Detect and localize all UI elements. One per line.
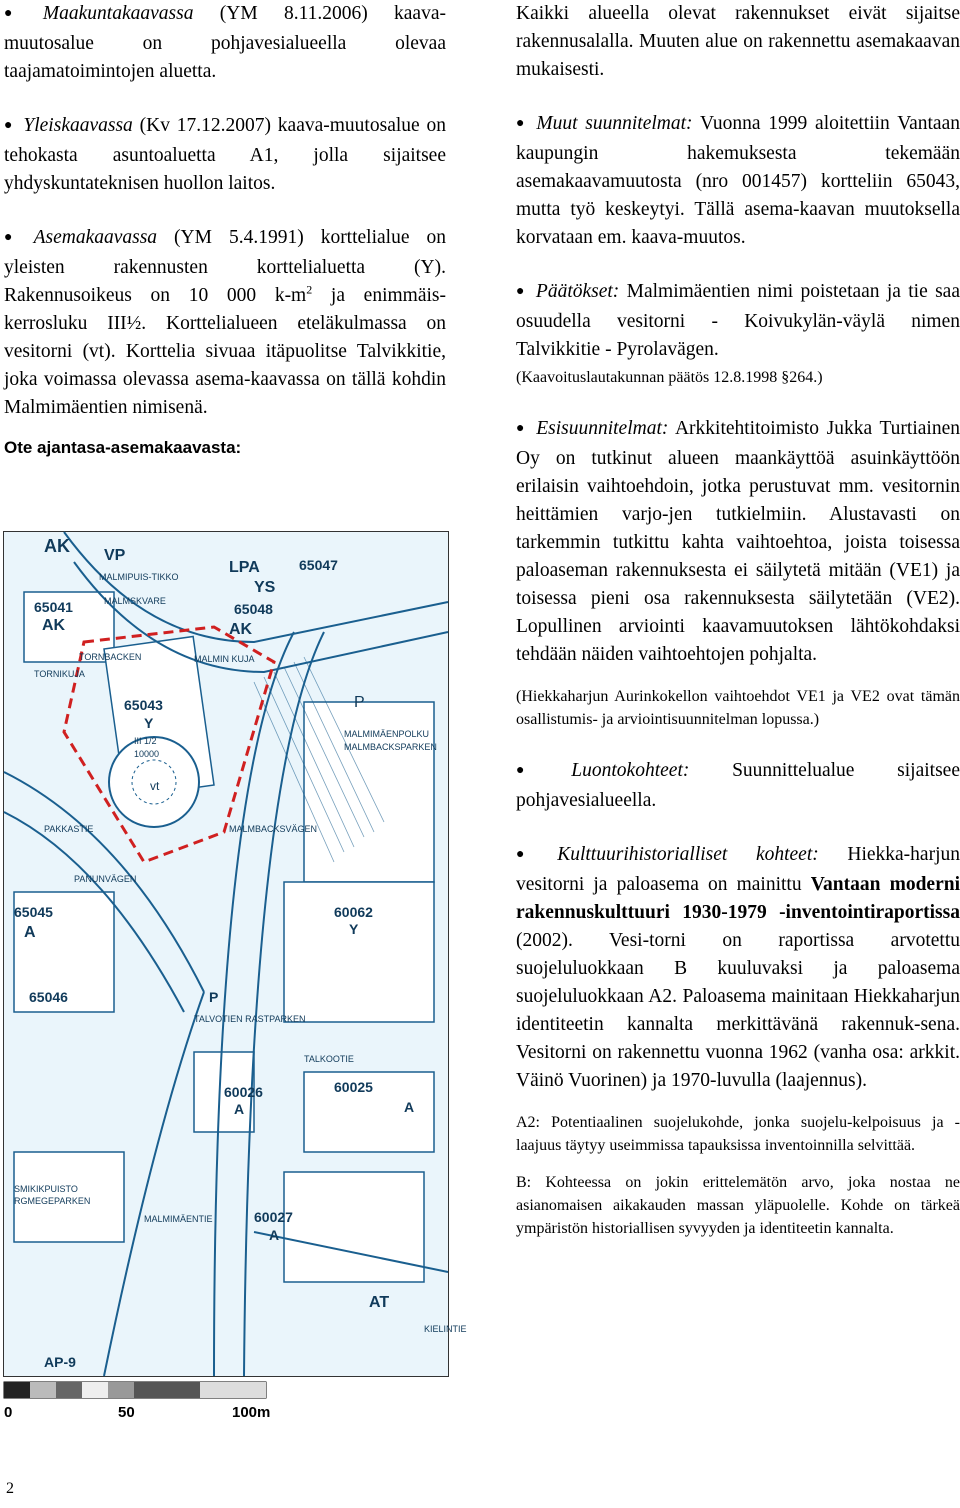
- preplans-text: Arkkitehtitoimisto Jukka Turtiainen Oy on tutkinut alueen maankäyttöä asuinkäyttöön erilaisin vaihtoehdoin, jotka perustuvat mm. vesitornin heittämien varjo-jen tutkielmiin. Alustavasti on tarkemmin tutkittu kahta vaihtoehtoa, joista toisessa paloaseman rakennuksesta ei säilytetä mitään (VE1) ja toisessa pieni osa rakennuksesta säilytetään (VE2). Lopullinen arviointi kaavamuutoksen lähtökohdaksi tehdään näiden vaihtoehtojen pohjalta.: [516, 418, 960, 665]
- map-label: vt: [150, 779, 160, 793]
- nature-text: Suunnittelualue sijaitsee pohjavesialueella.: [516, 760, 960, 811]
- map-label: TALKOOTIE: [304, 1054, 354, 1064]
- map-label: TORNIKUJA: [34, 669, 85, 679]
- map-label: 65043: [124, 697, 163, 713]
- map-label: P: [354, 694, 365, 711]
- nature-paragraph: [516, 757, 960, 815]
- map-label: SMIKIKPUISTO: [14, 1184, 78, 1194]
- detailed-plan-paragraph: [4, 224, 446, 422]
- other-plans-text: Vuonna 1999 aloitettiin Vantaan kaupungin hakemuksesta tekemään asemakaavamuutosta (nro 001457) kortteliin 65043, mutta työ keskeytyi. Tällä asema-kaavan muutoksella korvataan em. kaava-muutos.: [516, 113, 960, 248]
- preplans-note: (Hiekkaharjun Aurinkokellon vaihtoehdot VE1 ja VE2 ovat tämän osallistumis- ja arviointisuunnitelman lopussa.): [516, 688, 960, 728]
- map-label: AK: [44, 536, 70, 556]
- detailed-plan-text-a: (YM 5.4.1991) korttelialue on yleisten rakennusten korttelialuetta (Y). Rakennusoikeus on 10 000 k-m: [4, 227, 446, 306]
- map-label: 10000: [134, 749, 160, 759]
- map-label: TORNBACKEN: [79, 652, 142, 662]
- decisions-note: (Kaavoituslautakunnan päätös 12.8.1998 §264.): [516, 369, 823, 386]
- scale-label-0: 0: [4, 1404, 13, 1421]
- map-label: YS: [254, 579, 276, 596]
- decisions-label: Päätökset:: [535, 281, 620, 302]
- map-label: AK: [229, 621, 253, 638]
- map-label: 60062: [334, 904, 373, 920]
- map-label: RGMEGEPARKEN: [14, 1196, 91, 1206]
- left-column: [4, 0, 446, 458]
- map-label: 60025: [334, 1079, 373, 1095]
- map-label: A: [269, 1227, 280, 1243]
- map-label: MALMIPUIS-TIKKO: [99, 572, 179, 582]
- nature-label: Luontokohteet:: [571, 760, 690, 781]
- map-label: AP-9: [44, 1354, 76, 1370]
- heritage-report-title: Vantaan moderni rakennuskulttuuri 1930-1979 -inventointiraportissa: [516, 874, 960, 923]
- scale-bar: [4, 1382, 266, 1398]
- right-column: [516, 0, 960, 1240]
- heritage-label: Kulttuurihistorialliset kohteet:: [557, 844, 819, 865]
- map-label: 65041: [34, 599, 73, 615]
- preplans-label: Esisuunnitelmat:: [536, 418, 669, 439]
- map-label: III 1/2: [134, 736, 157, 746]
- buildings-paragraph: Kaikki alueella olevat rakennukset eivät sijaitse rakennusalalla. Muuten alue on rakennettu asemakaavan mukaisesti.: [516, 3, 960, 80]
- detailed-plan-sup: 2: [306, 282, 313, 297]
- master-plan-paragraph: [4, 112, 446, 198]
- map-label: PANUNVÄGEN: [74, 874, 137, 884]
- heritage-text-b: (2002). Vesi-torni on raportissa arvotettu suojeluluokkaan B kuuluvaksi ja paloasema suojeluluokkaan A2. Paloasema mainitaan Hiekkaharjun identiteetin kannalta merkittävänä rakennuk-sena. Vesitorni on rakennettu vuonna 1962 (vanha osa: arkkit. Väinö Vuorinen) ja 1970-luvulla (laajennus).: [516, 930, 960, 1091]
- master-plan-label: Yleiskaavassa: [23, 115, 133, 136]
- map-label: 60026: [224, 1084, 263, 1100]
- heritage-paragraph: [516, 841, 960, 1095]
- map-label: PAKKASTIE: [44, 824, 94, 834]
- map-label: KIELINTIE: [424, 1324, 467, 1334]
- map-label: MALMSKVARE: [104, 596, 166, 606]
- map-label: A: [404, 1099, 415, 1115]
- map-label: Y: [349, 921, 359, 937]
- map-label: LPA: [229, 559, 260, 576]
- scale-label-50: 50: [118, 1404, 135, 1421]
- page-number: 2: [6, 1480, 14, 1497]
- map-heading: Ote ajantasa-asemakaavasta:: [4, 438, 242, 457]
- map-label: AK: [42, 617, 66, 634]
- note-a2: A2: Potentiaalinen suojelukohde, jonka suojelu-kelpoisuus ja -laajuus täytyy useimmissa tapauksissa inventoinnilla selvittää.: [516, 1114, 960, 1154]
- heritage-text-a: Hiekka-harjun vesitorni ja paloasema on mainittu: [516, 844, 960, 895]
- map-label: MALMIN KUJA: [194, 654, 255, 664]
- map-label: 60027: [254, 1209, 293, 1225]
- detailed-plan-label: Asemakaavassa: [33, 227, 158, 248]
- regional-plan-label: Maakuntakaavassa: [42, 3, 194, 24]
- map-label: A: [24, 924, 36, 941]
- decisions-text: Malmimäentien nimi poistetaan ja tie saa osuudella vesitorni - Koivukylän-väylä nimen Talvikkitie - Pyrolavägen.: [516, 281, 960, 360]
- regional-plan-text: (YM 8.11.2006) kaava-muutosalue on pohjavesialueella olevaa taajamatoimintojen aluetta.: [4, 3, 446, 82]
- map-label: AT: [369, 1294, 390, 1311]
- map-label: 65046: [29, 989, 68, 1005]
- master-plan-text: (Kv 17.12.2007) kaava-muutosalue on tehokasta asuntoaluetta A1, jolla sijaitsee yhdyskuntateknisen huollon laitos.: [4, 115, 446, 194]
- map-label: MALMIMÄENTIE: [144, 1214, 213, 1224]
- map-label: MALMIMÄENPOLKU: [344, 729, 430, 739]
- other-plans-paragraph: [516, 110, 960, 252]
- map-label: MALMBACKSPARKEN: [344, 742, 437, 752]
- detailed-plan-text-b: ja enimmäis-kerrosluku III½. Korttelialueen eteläkulmassa on vesitorni (vt). Korttelia sivuaa itäpuolitse Talvikkitie, joka voimassa olevassa asema-kaavassa on tällä kohdin Malmimäentien nimisenä.: [4, 285, 446, 418]
- map-label: Y: [144, 715, 154, 731]
- map-label: VP: [104, 547, 126, 564]
- map-label: TALVOTIEN RASTPARKEN: [194, 1014, 306, 1024]
- map-label: 65047: [299, 557, 338, 573]
- map-label: P: [209, 989, 219, 1005]
- decisions-paragraph: [516, 278, 960, 364]
- scale-label-100: 100m: [232, 1404, 271, 1421]
- regional-plan-paragraph: [4, 0, 446, 86]
- map-label: 65045: [14, 904, 53, 920]
- zoning-map: [3, 531, 467, 1377]
- other-plans-label: Muut suunnitelmat:: [536, 113, 693, 134]
- map-label: MALMBACKSVÄGEN: [229, 824, 318, 834]
- map-label: A: [234, 1101, 245, 1117]
- note-b: B: Kohteessa on jokin erittelemätön arvo, joka nostaa ne asianomaisen aikakauden massan yläpuolelle. Kohde on tärkeä ympäristön historiallisen syvyyden ja identiteetin kannalta.: [516, 1174, 960, 1237]
- map-label: 65048: [234, 601, 273, 617]
- preplans-paragraph: [516, 415, 960, 669]
